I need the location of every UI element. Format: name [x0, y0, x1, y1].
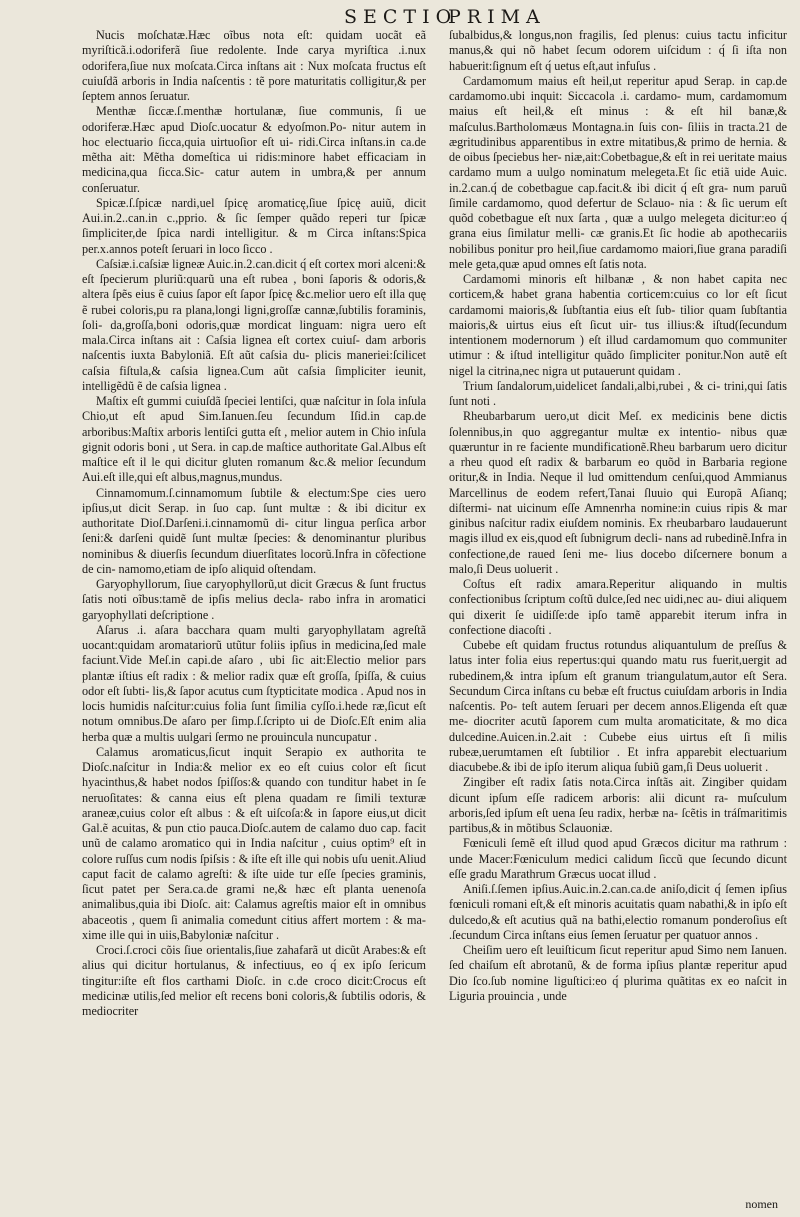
right-column — [449, 28, 787, 1210]
paragraph: Caſsiæ.i.caſsiæ ligneæ Auic.in.2.can.dicit q́ eſt cortex mori alceni:& eſt ſpecierum pluriũ:quarũ una eſt rubea , boni ſaporis & odoris,& altera ſpẽs eius ẽ cuius ſapor eſt ſapor ſpicę &c.melior uero eſt illa quę ẽ rubei coloris,pu ra plana,longi ligni,groſſæ cannæ,ſubtilis foraminis, ſoli- da,groſſa,boni odoris,quæ mordicat linguam: nigra uero eſt mala.Circa inſtans ait : Caſsia lignea eſt cortex cuiuſ- dam arboris naſcentis iuxta Babyloniã. Eſt aũt caſsia du- plicis maneriei:ſcilicet caſsia fiſtula,& caſsia lignea.Cum aũt caſsia ſimpliciter ieunit, intelligẽdũ ẽ de caſsia lignea . — [82, 256, 426, 393]
paragraph: Maſtix eſt gummi cuiuſdã ſpeciei lentiſci, quæ naſcitur in ſola inſula Chio,ut eſt apud Sim.Ianuen.ſeu ſecundum Iſid.in cap.de arboribus:Maſtix arboris lentiſci gutta eſt , melior autem in Chio inſula gignit odoris boni , ut Sera. in cap.de maſtice authoritate Gal.Albus eſt maſtice eſt il le qui dicitur gluten romanum &c.& melior ſecundum Aui.eſt ille,qui eſt albus,magnus,mundus. — [82, 394, 426, 485]
paragraph: ſubalbidus,& longus,non fragilis, ſed plenus: cuius tactu inficitur manus,& qui nõ habet ſecum odorem uiſcidum : q́ ſi iſta non habuerit:ſignum eſt q́ uetus eſt,aut infuſus . — [449, 28, 787, 73]
header-prima: PRIMA — [448, 6, 546, 28]
paragraph: Aniſi.ſ.ſemen ipſius.Auic.in.2.can.ca.de aniſo,dicit q́ ſemen ipſius fœniculi romani eſt,& eſt minoris acuitatis quam nabathi,& in ipſo eſt dulcedo,& eſt acutius quã na bathi,electio romanum ponderoſius eſt .ſecundum Circa inſtans eius ſemen ſeruatur per quatuor annos . — [449, 882, 787, 942]
paragraph: Spicæ.ſ.ſpicæ nardi,uel ſpicę aromaticę,ſiue ſpicę auiũ, dicit Aui.in.2..can.in c.,pprio. & ſic ſemper quãdo reperi tur ſpicæ ſimpliciter,de ſpica nardi intelligitur. & m Circa inſtans:Spica per.x.annos poteſt ſeruari in loco ſicco . — [82, 195, 426, 256]
paragraph: Trium ſandalorum,uidelicet ſandali,albi,rubei , & ci- trini,qui ſatis ſunt noti . — [449, 378, 787, 408]
paragraph: Cheiſim uero eſt leuiſticum ſicut reperitur apud Simo nem Ianuen. ſed chaiſum eſt abrotanũ, & de forma ipſius plantæ reperitur apud Dio ſco.ſub nomine liguſtici:eo q́ plurima quãtitas ex eo naſcit in Liguria prouincia , unde — [449, 943, 787, 1003]
paragraph: Garyophyllorum, ſiue caryophyllorũ,ut dicit Græcus & ſunt fructus ſatis noti oĩbus:tamẽ de ipſis melius decla- rabo infra in aromatici garyophyllati deſcriptione . — [82, 577, 426, 622]
paragraph: Rheubarbarum uero,ut dicit Meſ. ex medicinis bene dictis ſolennibus,in quo aggregantur multæ ex intentio- nibus quæ quæruntur in re faciente mundificationẽ.Rheu barbarum uero dicitur a rheu quod eſt radix & barbarum eo quõd in Barbaria regione oritur,& in India. Neque il lud omittendum cenſui,quod Ammianus Marcellinus de eodem refert,Tanai ſluuio qui Europã Aſianq; diſtermi- nat uicinum eſſe Amnenrha nomine:in cuius ripis & mar ginibus naſcitur radix eiuſdem nominis. Ex rheubarbaro laudauerunt magis illud ex eis,quod eſt ſubnigrum decli- nans ad rubedinẽ.Infra in confectione,de raued ſeni me- lius docebo diſcernere bonum a malo,ſi Deus uoluerit . — [449, 409, 787, 576]
paragraph: Cinnamomum.ſ.cinnamomum ſubtile & electum:Spe cies uero ipſius,ut dicit Serap. in ſuo cap. ſunt multæ : & ibi dicitur ex authoritate Dioſ.Darſeni.i.cinnamomũ di- citur lingua perſica arbor ſeni:& darſeni quidẽ ſunt multæ ſpecies: & denominantur pluribus nominibus & diuerſis ſecundum diuerſitates locorũ.Infra in cõfectione de cin- namomo,etiam de ipſo aliquid oſtendam. — [82, 485, 426, 576]
left-column — [82, 28, 426, 1210]
paragraph: Aſarus .i. aſara bacchara quam multi garyophyllatam agreſtã uocant:quidam aromatariorũ utũtur foliis ipſius in medicina,ſed male faciunt.Vide Meſ.in capi.de aſaro , ubi ſic ait:Electio melior pars plantæ iſtius eſt radix : & melior radix quæ eſt groſſa, ſpiſſa, & cuius odor eſt ſubti- lis,& ſapor acutus cum ſtypticitate modica . Apud nos in locis humidis naſcitur:cuius folia ſunt ſimilia cyſſo.i.hede ræ,ſicut eſt notum omnibus.De aſaro per ſimp.ſ.ſcripto ui de Dioſc.Eſt enim alia herba quæ a multis uulgari ſermo ne prouincula nuncupatur . — [82, 622, 426, 744]
paragraph: Cubebe eſt quidam fructus rotundus aliquantulum de preſſus & latus inter folia eius repertus:qui quando matu rus fuerit,uergit ad rubedinem,& intra ipſum eſt granum triangulatum,autor eſt Sera. Secundum Circa inſtans cu bebæ eſt fructus cuiuſdam arboris in India naſcentis. Po- teſt autem ſeruari per decem annos.Eligenda eſt quæ me- diocriter acutũ ſaporem cum multa aromaticitate, & mo dica dulcedine.Auicen.in.2.ait : Cubebe eius uirtus eſt ſi milis rubeæ,uerumtamen eſt ſubtilior . Et infra apparebit electuarium diacubebe.& ibi de ipſo iterum aliqua ſubiũ gam,ſi Deus uoluerit . — [449, 638, 787, 774]
paragraph: Cardamomum maius eſt heil,ut reperitur apud Serap. in cap.de cardamomo.ubi inquit: Siccacola .i. cardamo- mum, cardamomum maius eſt heil,& eſt minus : & eſt hil banæ,& maſculus.Bartholomæus Montagna.in ſuis con- ſiliis in tracta.21 de ægritudinibus apparentibus in extre mitatibus,& primo de hernia. & de oibus ſpeciebus her- niæ,ait:Cobetbague,& eſt in rei ueritate maius cardamo mum a uulgo nominatum melegeta.Et ſic etiã uide Auic. in.2.can.q́ de cobetbague cap.facit.& ibi dicit q́ eſt gra- num paruũ ſimile cardamomo, quod defertur de Sclauo- nia : & ſic uerum eſt quõd cobetbague eſt nux ſarta , quæ a uulgo melegeta dicitur:eo q́ grana eius ſimilatur melli- cæ granis.Et ſic hodie ab apothecariis nobilibus ponitur pro heil,ſiue cardamomo maiori,ſiue grana paradiſi mele geta,quæ apud omnes eſt ſatis nota. — [449, 73, 787, 271]
paragraph: Menthæ ſiccæ.ſ.menthæ hortulanæ, ſiue communis, ſi ue odoriferæ.Hæc apud Dioſc.uocatur & edyoſmon.Po- nitur autem in hoc electuario ſicca,quia uirtuoſior eſt ui- ridi.Circa inſtans.in ca.de mẽtha ait: Mẽtha domeſtica ui ridis:minore habet efficaciam in medicina,qua ſicca.Sic- catur autem in umbra,& per annum conſeruatur. — [82, 104, 426, 195]
paragraph: Calamus aromaticus,ſicut inquit Serapio ex authorita te Dioſc.naſcitur in India:& melior ex eo eſt cuius color eſt ſicut hyacinthus,& habet nodos ſpiſſos:& quando con tunditur habet in ſe neruoſitates: & canna eius eſt plena quadam re ſimili texturæ araneæ,cuius color eſt albus : & eſt uiſcoſa:& in ſapore eius,ut dicit Gal.ẽ acuitas, & pun ctio pauca.Dioſc.autem de calamo duo cap. facit unũ de calamo aromatico qui in India naſcitur , cuius optim⁹ eſt in colore ruſſus cum nodis ſpiſsis : & iſte eſt ille qui nobis uſu uenit.Aliud caput facit de calamo agreſti: & iſte uide tur eſſe ſpecies graminis, ſicut patet per Sera.ca.de grami ne,& hæc eſt planta uenenoſa animalibus,quia ibi Dioſc. ait: Calamus agreſtis maior eſt in omnibus abaceotis , quem ſi animalia comedunt citius affert mortem : & ma- xime ille qui in uiis,Babyloniæ naſcitur . — [82, 744, 426, 942]
paragraph: Cardamomi minoris eſt hilbanæ , & non habet capita nec corticem,& habet grana habentia corticem:cuius co lor eſt ſicut cardamomi maioris,& ſubſtantia eius eſt ſub- tilior quam ſubſtantia maioris,& uirtus eius eſt ſicut uir- tus illius:& iſtud(ſecundum intentionem modernorum ) eſt illud cardamomum quo communiter utimur : & iſtud intelligitur quãdo ſimpliciter ponitur.Non autẽ eſt nigel la citrina,nec nigra ut putauerunt quidam . — [449, 272, 787, 378]
paragraph: Croci.ſ.croci cõis ſiue orientalis,ſiue zahafarã ut dicũt Arabes:& eſt alius qui dicitur hortulanus, & infectiuus, eo q́ ex ipſo ſericum tingitur:iſte eſt flos carthami Dioſc. in c.de croco dicit:Crocus eſt medicinæ utilis,ſed melior eſt recens boni coloris,& ſubtilis odoris, & mediocriter — [82, 943, 426, 1018]
paragraph: Coſtus eſt radix amara.Reperitur aliquando in multis confectionibus ſcriptum coſtũ dulce,ſed nec uidi,nec au- diui aliquem qui dixerit ſe uidiſſe:de ipſo tamẽ apparebit iterum infra in confectione diacoſti . — [449, 577, 787, 637]
paragraph: Nucis moſchatæ.Hæc oĩbus nota eſt: quidam uocãt eã myriſticã.i.odoriferã ſiue redolente. Inde carya myriſtica .i.nux odorifera,ſiue nux moſcata.Circa inſtans ait : Nux moſcata fructus eſt cuiuſdã arboris in India naſcentis : tẽ pore maturitatis colligitur,& per ſeptem annos ſeruatur. — [82, 28, 426, 103]
header-section: SECTIO — [344, 6, 458, 28]
paragraph: Fœniculi ſemẽ eſt illud quod apud Græcos dicitur ma rathrum : unde Macer:Fœniculum medici calidum ſiccũ que ſecundo dicunt eſſe gradu Marathrum Græcus uocat illud . — [449, 836, 787, 881]
catchword: nomen — [745, 1197, 778, 1211]
paragraph: Zingiber eſt radix ſatis nota.Circa inſtãs ait. Zingiber quidam dicunt ipſum eſſe radicem arboris: alii dicunt ra- muſculum arboris,ſed ipſum eſt uena ſeu radix, herbæ na- ſcẽtis in tráſmaritimis partibus,& in mõtibus Sclauoniæ. — [449, 775, 787, 835]
